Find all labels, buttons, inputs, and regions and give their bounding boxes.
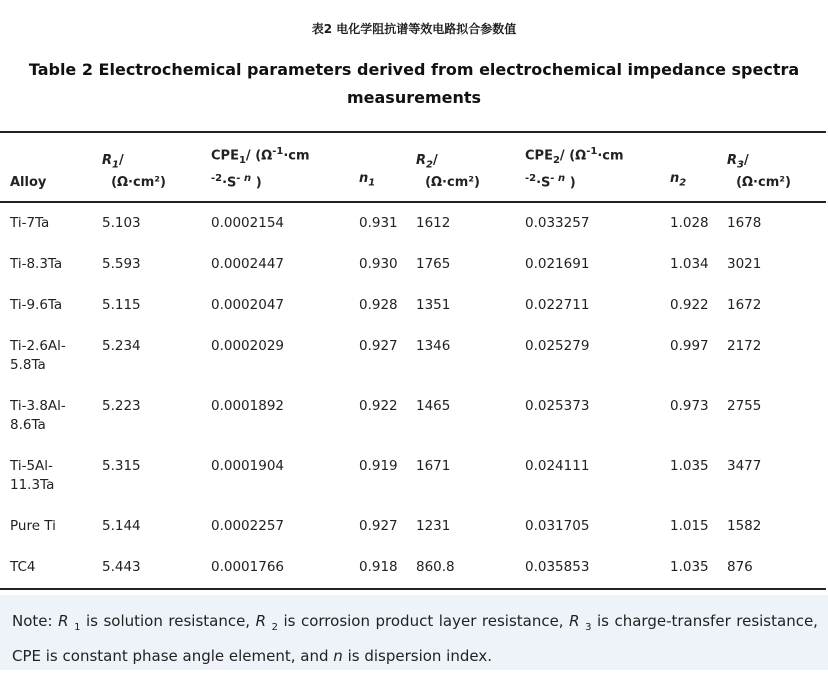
n1-subscript: 1 xyxy=(368,177,376,189)
header-cpe2 xyxy=(515,132,660,202)
cell-n2: 0.973 xyxy=(670,398,709,415)
cell-cpe1: 0.0002447 xyxy=(211,256,285,273)
cell-r3: 2755 xyxy=(727,398,762,415)
cell-r1: 5.223 xyxy=(102,398,141,415)
cpe1-sub: 1 xyxy=(238,154,246,166)
cpe1-b: / (Ω xyxy=(245,148,273,164)
header-r1 xyxy=(92,132,201,202)
cpe1-e: ) xyxy=(251,175,262,191)
table-row xyxy=(0,202,826,244)
cell-cpe2: 0.021691 xyxy=(525,256,590,273)
table-caption-chinese: 表2 电化学阻抗谱等效电路拟合参数值 xyxy=(311,22,517,36)
r3-subscript: 3 xyxy=(737,159,744,171)
r1-slash: / xyxy=(118,152,124,168)
cell-cpe2: 0.024111 xyxy=(525,458,590,475)
header-r3 xyxy=(717,132,826,202)
cpe1-d: ·S xyxy=(222,175,237,191)
cpe1-sup3: - n xyxy=(236,172,252,184)
note-p3: is corrosion product layer resistance, xyxy=(277,612,570,630)
cell-cpe2: 0.025373 xyxy=(525,398,590,415)
cell-cpe2: 0.022711 xyxy=(525,297,590,314)
cell-cpe1: 0.0002029 xyxy=(211,338,285,355)
r1-subscript: 1 xyxy=(112,159,119,171)
cell-r1: 5.315 xyxy=(102,458,141,475)
cell-r2: 1765 xyxy=(416,256,451,273)
cell-alloy: Ti-7Ta xyxy=(10,215,50,232)
cell-alloy: Ti-3.8Al-8.6Ta xyxy=(10,398,66,434)
table-row xyxy=(0,386,826,446)
cell-n1: 0.927 xyxy=(359,338,398,355)
header-n2 xyxy=(660,132,717,202)
header-n1 xyxy=(349,132,406,202)
note-p5: is dispersion index. xyxy=(342,647,492,665)
n1-symbol: n xyxy=(359,170,369,186)
cell-cpe1: 0.0002257 xyxy=(211,518,285,535)
cell-r2: 1346 xyxy=(416,338,451,355)
table-caption-english xyxy=(20,56,808,112)
cell-n2: 1.028 xyxy=(670,215,709,232)
cell-r3: 2172 xyxy=(727,338,762,355)
cpe1-sup2: -2 xyxy=(211,172,223,184)
table-row xyxy=(0,547,826,589)
cell-r1: 5.443 xyxy=(102,559,141,576)
cell-r2: 1465 xyxy=(416,398,451,415)
header-cpe1 xyxy=(201,132,349,202)
cpe1-sup1: -1 xyxy=(272,146,284,157)
table-row xyxy=(0,446,826,506)
cell-n1: 0.918 xyxy=(359,559,398,576)
cell-cpe2: 0.025279 xyxy=(525,338,590,355)
cpe2-e: ) xyxy=(565,175,576,191)
cell-cpe1: 0.0001904 xyxy=(211,458,285,475)
cell-n2: 0.922 xyxy=(670,297,709,314)
cell-n2: 1.034 xyxy=(670,256,709,273)
cpe1-a: CPE xyxy=(211,148,239,164)
caption-line-1: Table 2 Electrochemical parameters derived from electrochemical impedance spectra xyxy=(28,60,800,79)
table-row xyxy=(0,285,826,326)
cell-cpe1: 0.0001892 xyxy=(211,398,285,415)
r2-unit: (Ω·cm²) xyxy=(425,175,480,191)
cell-cpe2: 0.033257 xyxy=(525,215,590,232)
note-r2-sub: 2 xyxy=(271,622,278,633)
cell-cpe2: 0.035853 xyxy=(525,559,590,576)
r3-unit: (Ω·cm²) xyxy=(736,175,791,191)
note-p4: is charge-transfer resistance, CPE is constant phase angle element, and xyxy=(12,612,818,665)
cell-alloy: Ti-2.6Al-5.8Ta xyxy=(10,338,66,374)
note-text xyxy=(12,607,818,670)
note-p1: Note: xyxy=(12,612,59,630)
cell-r2: 860.8 xyxy=(416,559,455,576)
cell-r3: 3477 xyxy=(727,458,762,475)
table-row xyxy=(0,506,826,547)
note-r3-symbol: R xyxy=(569,612,580,630)
table-header-row xyxy=(0,132,826,202)
cpe2-sup3: - n xyxy=(550,172,566,184)
cell-n2: 1.015 xyxy=(670,518,709,535)
note-n-symbol: n xyxy=(333,647,343,665)
cpe2-d: ·S xyxy=(536,175,551,191)
cell-cpe2: 0.031705 xyxy=(525,518,590,535)
r2-slash: / xyxy=(432,152,438,168)
parameters-table xyxy=(0,131,826,590)
cpe2-c: ·cm xyxy=(597,148,624,164)
note-r3-sub: 3 xyxy=(585,622,592,633)
cell-n1: 0.927 xyxy=(359,518,398,535)
cell-n2: 1.035 xyxy=(670,559,709,576)
cell-r3: 1672 xyxy=(727,297,762,314)
cell-n1: 0.919 xyxy=(359,458,398,475)
cell-r2: 1612 xyxy=(416,215,451,232)
r2-subscript: 2 xyxy=(426,159,433,171)
r1-unit: (Ω·cm²) xyxy=(111,175,166,191)
note-r1-sub: 1 xyxy=(74,622,81,633)
cell-r3: 3021 xyxy=(727,256,762,273)
cell-n1: 0.931 xyxy=(359,215,398,232)
cell-r3: 1678 xyxy=(727,215,762,232)
cell-r1: 5.593 xyxy=(102,256,141,273)
r3-symbol: R xyxy=(727,152,738,168)
cell-alloy: TC4 xyxy=(10,559,36,576)
note-box xyxy=(0,595,828,670)
n2-symbol: n xyxy=(670,170,680,186)
cell-cpe1: 0.0001766 xyxy=(211,559,285,576)
header-r2 xyxy=(406,132,515,202)
cell-alloy: Ti-5Al-11.3Ta xyxy=(10,458,55,494)
r3-slash: / xyxy=(743,152,749,168)
cell-n1: 0.922 xyxy=(359,398,398,415)
cpe2-sup1: -1 xyxy=(586,146,598,157)
cpe2-sup2: -2 xyxy=(525,172,537,184)
cell-r3: 1582 xyxy=(727,518,762,535)
cell-cpe1: 0.0002154 xyxy=(211,215,285,232)
caption-line-2: measurements xyxy=(346,88,482,107)
cell-alloy: Ti-9.6Ta xyxy=(10,297,63,314)
table-body xyxy=(0,202,826,589)
cell-n2: 0.997 xyxy=(670,338,709,355)
cell-n1: 0.930 xyxy=(359,256,398,273)
cell-r1: 5.103 xyxy=(102,215,141,232)
r1-symbol: R xyxy=(102,152,113,168)
cell-cpe1: 0.0002047 xyxy=(211,297,285,314)
cell-r1: 5.115 xyxy=(102,297,141,314)
cpe2-b: / (Ω xyxy=(559,148,587,164)
n2-subscript: 2 xyxy=(679,177,687,189)
cpe2-sub: 2 xyxy=(552,154,560,166)
cell-r1: 5.234 xyxy=(102,338,141,355)
cpe2-a: CPE xyxy=(525,148,553,164)
table-row xyxy=(0,244,826,285)
header-alloy: Alloy xyxy=(10,175,47,191)
table-row xyxy=(0,326,826,386)
cell-r2: 1231 xyxy=(416,518,451,535)
cell-r3: 876 xyxy=(727,559,753,576)
cell-r2: 1671 xyxy=(416,458,451,475)
cell-alloy: Pure Ti xyxy=(10,518,56,535)
cell-alloy: Ti-8.3Ta xyxy=(10,256,63,273)
note-p2: is solution resistance, xyxy=(80,612,256,630)
cell-n2: 1.035 xyxy=(670,458,709,475)
r2-symbol: R xyxy=(416,152,427,168)
cell-r2: 1351 xyxy=(416,297,451,314)
cell-r1: 5.144 xyxy=(102,518,141,535)
note-r2-symbol: R xyxy=(255,612,267,630)
cell-n1: 0.928 xyxy=(359,297,398,314)
note-r1-symbol: R xyxy=(58,612,69,630)
cpe1-c: ·cm xyxy=(283,148,310,164)
